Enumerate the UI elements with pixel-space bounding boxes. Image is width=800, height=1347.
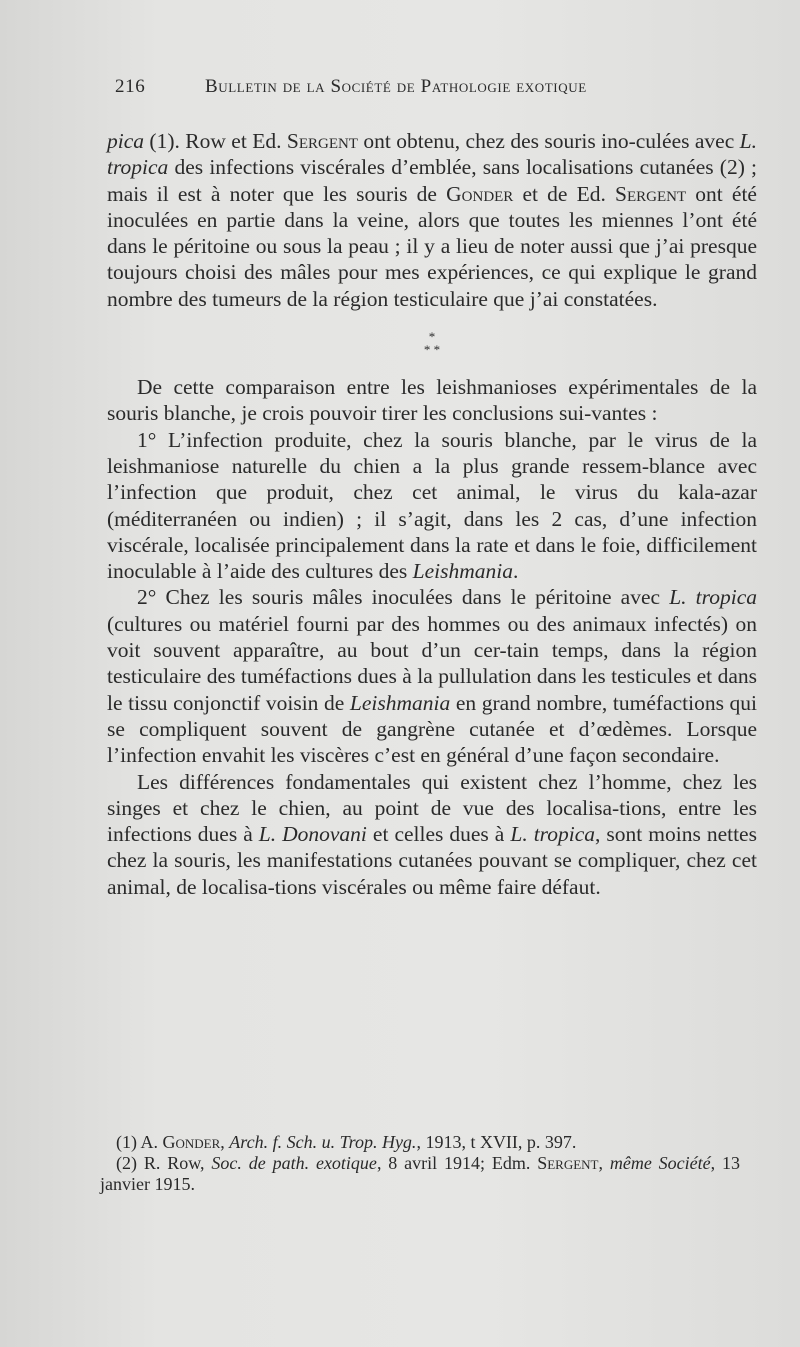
- journal-name: Soc. de path. exotique: [211, 1153, 377, 1173]
- running-header: [115, 76, 685, 106]
- paragraph-conclusion-2: 2° Chez les souris mâles inoculées dans le péritoine avec L. tropica (cultures ou matériel fourni par des hommes ou des animaux infectés) on voit souvent apparaître, au bout d’un cer-tain temps, dans la région testiculaire des tuméfactions dues à la pullulation dans les testicules et dans le tissu conjonctif voisin de Leishmania en grand nombre, tuméfactions qui se compliquent souvent de gangrène cutanée et d’œdèmes. Lorsque l’infection envahit les viscères c’est en général d’une façon secondaire.: [107, 585, 757, 768]
- genus-name: Leishmania: [412, 559, 514, 584]
- paragraph-continuation: pica (1). Row et Ed. Sergent ont obtenu, chez des souris ino-culées avec L. tropica des infections viscérales d’emblée, sans localisations cutanées (2) ; mais il est à noter que les souris de Gonder et de Ed. Sergent ont été inoculées en partie dans la veine, alors que toutes les miennes l’ont été dans le péritoine ou sous la peau ; il y a lieu de noter aussi que j’ai presque toujours choisi des mâles pour mes expériences, ce qui explique le grand nombre des tumeurs de la région testiculaire que j’ai constatées.: [107, 129, 758, 311]
- author-name: Gonder: [162, 1132, 221, 1152]
- species-name: pica: [107, 129, 145, 153]
- paragraph-intro: De cette comparaison entre les leishmanioses expérimentales de la souris blanche, je crois pouvoir tirer les conclusions sui-vantes :: [107, 375, 757, 426]
- asterism-top: *: [428, 329, 436, 345]
- species-name: L. Donovani: [258, 822, 367, 847]
- paragraph-conclusion-1: 1° L’infection produite, chez la souris blanche, par le virus de la leishmaniose naturelle du chien a la plus grande ressem-blance avec l’infection que produit, chez cet animal, le virus du kala-azar (méditerranéen ou indien) ; il s’agit, dans les 2 cas, d’une infection viscérale, localisée principalement dans la rate et dans le foie, difficilement inoculable à l’aide des cultures des Leishmania.: [107, 427, 757, 584]
- author-name: Sergent: [286, 129, 358, 153]
- journal-title: Bulletin de la Société de Pathologie exotique: [205, 76, 587, 97]
- paragraph-differences: Les différences fondamentales qui existent chez l’homme, chez les singes et chez le chien, au point de vue des localisa-tions, entre les infections dues à L. Donovani et celles dues à L. tropica, sont moins nettes chez la souris, les manifestations cutanées pouvant se compliquer, chez cet animal, de localisa-tions viscérales ou même faire défaut.: [107, 769, 757, 899]
- species-name: L. tropica: [669, 585, 757, 610]
- species-name: L. tropica: [107, 129, 758, 180]
- asterism-bottom: * *: [423, 342, 441, 358]
- page-number: 216: [115, 76, 146, 97]
- author-name: Gonder: [446, 181, 514, 206]
- genus-name: Leishmania: [349, 690, 451, 715]
- author-name: Sergent: [615, 181, 687, 206]
- footnote-1: (1) A. Gonder, Arch. f. Sch. u. Trop. Hyg., 1913, t XVII, p. 397.: [116, 1132, 577, 1152]
- section-separator: [107, 330, 757, 356]
- journal-ref: même Société: [609, 1153, 711, 1173]
- species-name: L. tropica: [510, 822, 596, 847]
- footnotes: [100, 1132, 740, 1195]
- author-name: Sergent: [537, 1153, 599, 1173]
- body-text: [107, 128, 757, 900]
- footnote-2: (2) R. Row, Soc. de path. exotique, 8 avril 1914; Edm. Sergent, même Société, 13 janvier 1915.: [100, 1153, 741, 1194]
- journal-name: Arch. f. Sch. u. Trop. Hyg.: [229, 1132, 417, 1152]
